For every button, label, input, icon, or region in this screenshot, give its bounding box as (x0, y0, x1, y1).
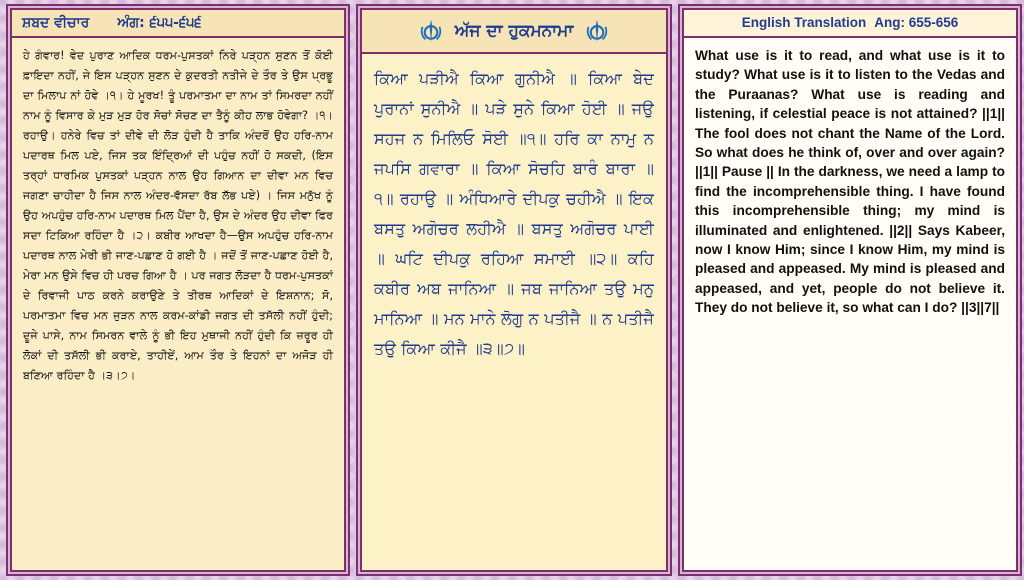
english-translation-header (684, 10, 1016, 38)
english-translation-text: What use is it to read, and what use is it to study? What use is it to listen to the Vedas and the Puraanas? What use is reading and listening, if celestial peace is not attained? ||1|| The fool does not chant the Name of the Lord. So what does he think of, over and over again? ||1|| Pause || In the darkness, we need a lamp to find the incomprehensible thing. I have found this incomprehensible thing; my mind is illuminated and enlightened. ||2|| Says Kabeer, now I know Him; since I know Him, my mind is pleased and appeased. My mind is pleased and appeased, and yet, people do not believe it. They do not believe it, so what can I do? ||3||7|| (695, 48, 1005, 316)
ang-label-punjabi: ਅੰਗ: ੬੫੫-੬੫੬ (117, 15, 202, 31)
hukamnama-title: ਅੱਜ ਦਾ ਹੁਕਮਨਾਮਾ (454, 21, 574, 41)
hukamnama-gurbani-text: ਕਿਆ ਪੜੀਐ ਕਿਆ ਗੁਨੀਐ ॥ ਕਿਆ ਬੇਦ ਪੁਰਾਨਾਂ ਸੁਨੀਐ ॥ ਪੜੇ ਸੁਨੇ ਕਿਆ ਹੋਈ ॥ ਜਉ ਸਹਜ ਨ ਮਿਲਿਓ ਸੋਈ ॥੧॥ ਹਰਿ ਕਾ ਨਾਮੁ ਨ ਜਪਸਿ ਗਵਾਰਾ ॥ ਕਿਆ ਸੋਚਹਿ ਬਾਰੰ ਬਾਰਾ ॥੧॥ ਰਹਾਉ ॥ ਅੰਧਿਆਰੇ ਦੀਪਕੁ ਚਹੀਐ ॥ ਇਕ ਬਸਤੁ ਅਗੋਚਰ ਲਹੀਐ ॥ ਬਸਤੁ ਅਗੋਚਰ ਪਾਈ ॥ ਘਟਿ ਦੀਪਕੁ ਰਹਿਆ ਸਮਾਈ ॥੨॥ ਕਹਿ ਕਬੀਰ ਅਬ ਜਾਨਿਆ ॥ ਜਬ ਜਾਨਿਆ ਤਉ ਮਨੁ ਮਾਨਿਆ ॥ ਮਨ ਮਾਨੇ ਲੋਗੁ ਨ ਪਤੀਜੈ ॥ ਨ ਪਤੀਜੈ ਤਉ ਕਿਆ ਕੀਜੈ ॥੩॥੭॥ (374, 69, 654, 358)
english-translation-panel (682, 8, 1018, 572)
ang-label-english: Ang: 655-656 (874, 15, 959, 30)
shabad-vichar-header (12, 10, 344, 38)
khanda-icon (583, 17, 611, 45)
khanda-icon (417, 17, 445, 45)
english-translation-title: English Translation (741, 15, 867, 30)
shabad-vichar-panel (10, 8, 346, 572)
hukamnama-header (362, 10, 666, 54)
hukamnama-panel (360, 8, 668, 572)
shabad-vichar-title: ਸ਼ਬਦ ਵੀਚਾਰ (22, 15, 90, 31)
shabad-vichar-text: ਹੇ ਗੰਵਾਰ! ਵੇਦ ਪੁਰਾਣ ਆਦਿਕ ਧਰਮ-ਪੁਸਤਕਾਂ ਨਿਰੇ ਪੜ੍ਹਨ ਸੁਣਨ ਤੋਂ ਕੋਈ ਫ਼ਾਇਦਾ ਨਹੀਂ, ਜੇ ਇਸ ਪੜ੍ਹਨ ਸੁਣਨ ਦੇ ਕੁਦਰਤੀ ਨਤੀਜੇ ਦੇ ਤੌਰ ਤੇ ਉਸ ਪ੍ਰਭੂ ਦਾ ਮਿਲਾਪ ਨਾਂ ਹੋਵੇ ।੧। ਹੇ ਮੂਰਖ! ਤੂੰ ਪਰਮਾਤਮਾ ਦਾ ਨਾਮ ਤਾਂ ਸਿਮਰਦਾ ਨਹੀਂ ਨਾਮ ਨੂੰ ਵਿਸਾਰ ਕੇ ਮੁੜ ਮੁੜ ਹੋਰ ਸੋਚਾਂ ਸੋਚਣ ਦਾ ਤੈਨੂੰ ਕੀਹ ਲਾਭ ਹੋਵੇਗਾ? ।੧।ਰਹਾਉ। ਹਨੇਰੇ ਵਿਚ ਤਾਂ ਦੀਵੇ ਦੀ ਲੋੜ ਹੁੰਦੀ ਹੈ ਤਾਕਿ ਅੰਦਰੋਂ ਉਹ ਹਰਿ-ਨਾਮ ਪਦਾਰਥ ਮਿਲ ਪਏ, ਜਿਸ ਤਕ ਇੰਦ੍ਰਿਆਂ ਦੀ ਪਹੁੰਚ ਨਹੀਂ ਹੋ ਸਕਦੀ, (ਇਸ ਤਰ੍ਹਾਂ ਧਾਰਮਿਕ ਪੁਸਤਕਾਂ ਪੜ੍ਹਨ ਨਾਲ ਉਹ ਗਿਆਨ ਦਾ ਦੀਵਾ ਮਨ ਵਿਚ ਜਗਣਾ ਚਾਹੀਦਾ ਹੈ ਜਿਸ ਨਾਲ ਅੰਦਰ-ਵੱਸਦਾ ਰੱਬ ਲੱਭ ਪਏ) । ਜਿਸ ਮਨੁੱਖ ਨੂੰ ਉਹ ਅਪਹੁੰਚ ਹਰਿ-ਨਾਮ ਪਦਾਰਥ ਮਿਲ ਪੈਂਦਾ ਹੈ, ਉਸ ਦੇ ਅੰਦਰ ਉਹ ਦੀਵਾ ਫਿਰ ਸਦਾ ਟਿਕਿਆ ਰਹਿੰਦਾ ਹੈ ।੨। ਕਬੀਰ ਆਖਦਾ ਹੈ—ਉਸ ਅਪਹੁੰਚ ਹਰਿ-ਨਾਮ ਪਦਾਰਥ ਨਾਲ ਮੇਰੀ ਭੀ ਜਾਣ-ਪਛਾਣ ਹੋ ਗਈ ਹੈ । ਜਦੋਂ ਤੋਂ ਜਾਣ-ਪਛਾਣ ਹੋਈ ਹੈ, ਮੇਰਾ ਮਨ ਉਸੇ ਵਿਚ ਹੀ ਪਰਚ ਗਿਆ ਹੈ । ਪਰ ਜਗਤ ਲੋੜਦਾ ਹੈ ਧਰਮ-ਪੁਸਤਕਾਂ ਦੇ ਰਿਵਾਜੀ ਪਾਠ ਕਰਨੇ ਕਰਾਉਣੇ ਤੇ ਤੀਰਥ ਆਦਿਕਾਂ ਦੇ ਇਸ਼ਨਾਨ; ਸੋ, ਪਰਮਾਤਮਾ ਵਿਚ ਮਨ ਜੁੜਨ ਨਾਲ ਕਰਮ-ਕਾਂਡੀ ਜਗਤ ਦੀ ਤਸੱਲੀ ਨਹੀਂ ਹੁੰਦੀ; ਦੂਜੇ ਪਾਸੇ, ਨਾਮ ਸਿਮਰਨ ਵਾਲੇ ਨੂੰ ਭੀ ਇਹ ਮੁਥਾਜੀ ਨਹੀਂ ਹੁੰਦੀ ਕਿ ਜ਼ਰੂਰ ਹੀ ਲੋਕਾਂ ਦੀ ਤਸੱਲੀ ਭੀ ਕਰਾਏ, ਤਾਹੀਏਂ, ਆਮ ਤੌਰ ਤੇ ਇਹਨਾਂ ਦਾ ਅਜੋੜ ਹੀ ਬਣਿਆ ਰਹਿੰਦਾ ਹੈ ।੩।੭। (23, 49, 333, 382)
